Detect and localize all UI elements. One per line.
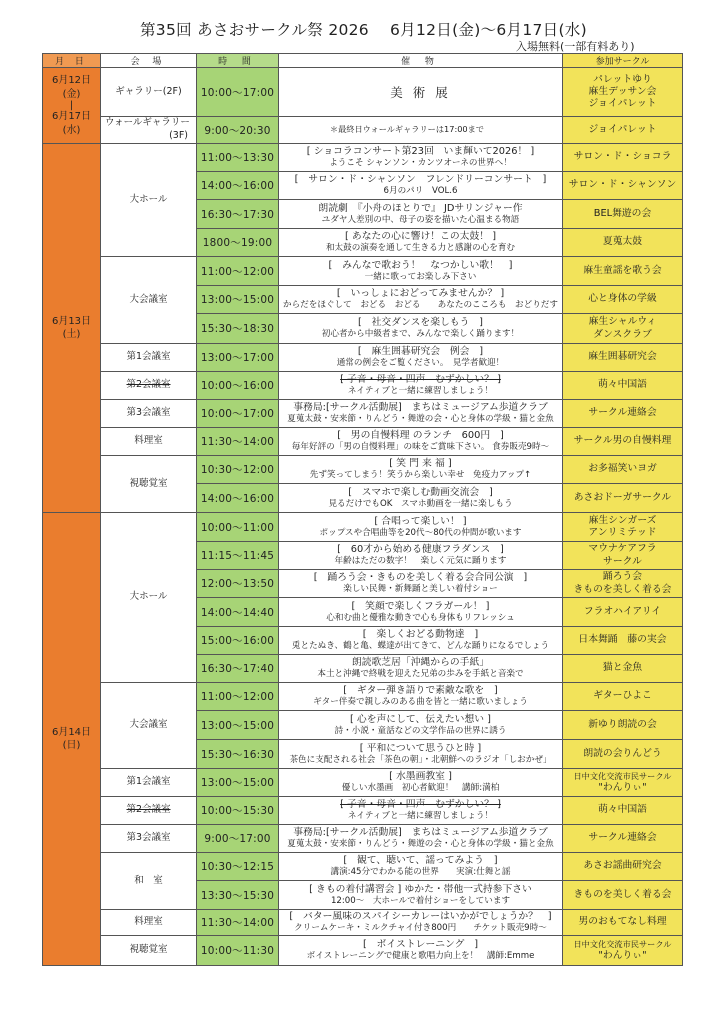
event-cell	[279, 456, 563, 484]
event-title: [ きもの着付講習会 ] ゆかた・帯他一式持参下さい	[309, 883, 532, 895]
event-note: ＊最終日ウォールギャラリーは17:00まで	[329, 124, 484, 135]
participant-name: サロン・ド・シャンソン	[568, 179, 677, 191]
event-description: 6月のパリ VOL.6	[383, 186, 458, 197]
participant-name: ジョイパレット	[588, 98, 657, 110]
event-description: 和太鼓の演奏を通して生きる力と感謝の心を育む	[325, 243, 516, 254]
participant-org: 日中文化交流市民サークル	[573, 939, 672, 950]
event-cell	[279, 570, 563, 598]
event-cell	[279, 428, 563, 456]
schedule-row	[43, 144, 683, 172]
event-cell	[279, 400, 563, 428]
participants-cell	[563, 513, 683, 542]
participants-cell	[563, 570, 683, 598]
venue-cell	[101, 428, 197, 456]
event-cell	[279, 372, 563, 400]
participant-name: BEL舞遊の会	[593, 207, 652, 219]
event-title: [ 子音・母音・四声 むずかしい？ ]	[340, 374, 501, 386]
event-description: 本土と沖縄で終戦を迎えた兄弟の歩みを手紙と音楽で	[317, 669, 524, 680]
schedule-row	[43, 344, 683, 372]
venue-name: 第1会議室	[126, 351, 171, 363]
participant-name: 日本舞踊 藤の実会	[578, 634, 667, 646]
event-title: [ スマホで楽しむ動画交流会 ]	[348, 486, 493, 498]
event-cell	[279, 627, 563, 655]
participant-name: きものを美しく着る会	[573, 888, 672, 900]
venue-name: 第1会議室	[126, 776, 171, 788]
col-header-venue: 会 場	[101, 54, 197, 68]
schedule-row	[43, 456, 683, 484]
event-title: [ ギター弾き語りで素敵な歌を ]	[343, 685, 498, 697]
participants-cell	[563, 825, 683, 853]
event-description: 優しい水墨画 初心者歓迎！ 講師:満柏	[341, 783, 500, 794]
participant-name: 猫と金魚	[602, 662, 643, 674]
schedule-row	[43, 513, 683, 542]
participant-name: 麻生囲碁研究会	[588, 351, 657, 363]
event-cell	[279, 797, 563, 825]
date-cell	[43, 144, 101, 513]
event-cell	[279, 825, 563, 853]
event-title: [ サロン・ド・シャンソン フレンドリーコンサート ]	[294, 174, 547, 186]
participant-name: 麻生シャルウィ	[588, 316, 657, 328]
participants-cell	[563, 797, 683, 825]
participants-cell	[563, 68, 683, 117]
event-description: 講演:45分でわかる能の世界 実演:仕舞と謡	[330, 867, 511, 878]
participants-cell	[563, 542, 683, 570]
event-title: [ ショコラコンサート第23回 いま輝いて2026！ ]	[306, 146, 535, 158]
time-cell: 10:00～17:00	[197, 400, 279, 428]
event-cell	[279, 484, 563, 513]
time-cell: 16:30～17:40	[197, 655, 279, 683]
venue-cell	[101, 513, 197, 683]
date-end-day: (水)	[62, 124, 81, 136]
event-description: 茶色に支配される社会「茶色の朝」・北朝鮮へのラジオ「しおかぜ」	[289, 754, 552, 765]
venue-cell	[101, 68, 197, 117]
participant-name: サロン・ド・ショコラ	[573, 151, 672, 163]
participant-name: ダンスクラブ	[593, 328, 652, 340]
venue-cell	[101, 456, 197, 513]
participant-name: あさおドーガサークル	[573, 491, 672, 503]
venue-name: 料理室	[134, 435, 163, 447]
time-cell: 11:00～12:00	[197, 683, 279, 711]
participant-name: サークル連絡会	[588, 407, 657, 419]
schedule-row	[43, 769, 683, 797]
venue-name: ギャラリー(2F)	[115, 85, 182, 97]
date-label: 6月13日	[51, 315, 92, 327]
col-header-date: 月 日	[43, 54, 101, 68]
venue-name: 料理室	[134, 916, 163, 928]
participant-name: 男のおもてなし料理	[578, 916, 667, 928]
time-cell: 9:00～20:30	[197, 117, 279, 144]
participant-name: サークル	[603, 555, 642, 567]
event-description: 一緒に歌ってお楽しみ下さい	[364, 271, 477, 282]
event-description: 通常の例会をご覧ください。 見学者歓迎！	[336, 358, 505, 369]
date-label: 6月14日	[51, 726, 92, 738]
event-cell	[279, 598, 563, 627]
time-cell: 11:00～13:30	[197, 144, 279, 172]
event-title: [ 笑 門 来 福 ]	[389, 458, 452, 470]
event-title: [ 踊ろう会・きものを美しく着る会合同公演 ]	[313, 572, 528, 584]
participant-org: 日中文化交流市民サークル	[573, 771, 672, 782]
time-cell: 13:00～15:00	[197, 769, 279, 797]
schedule-row	[43, 117, 683, 144]
venue-cell	[101, 257, 197, 344]
time-cell: 11:15～11:45	[197, 542, 279, 570]
participants-cell	[563, 484, 683, 513]
time-cell: 1800～19:00	[197, 229, 279, 257]
participant-name: パレットゆり	[593, 73, 652, 85]
event-description: ユダヤ人差別の中、母子の姿を描いた心温まる物語	[321, 214, 520, 225]
participants-cell	[563, 286, 683, 314]
event-cell	[279, 881, 563, 910]
participants-cell	[563, 683, 683, 711]
event-description: からだをほぐして おどる おどる あなたのこころも おどりだす	[282, 300, 558, 311]
participant-name: 新ゆり朗読の会	[588, 718, 657, 730]
header-row	[43, 54, 683, 68]
venue-cell	[101, 797, 197, 825]
event-title: [ ボイストレーニング ]	[362, 939, 479, 951]
event-cell	[279, 542, 563, 570]
participants-cell	[563, 456, 683, 484]
event-cell	[279, 910, 563, 936]
time-cell: 10:00～16:00	[197, 372, 279, 400]
venue-name: 第2会議室	[126, 804, 171, 816]
schedule-row	[43, 910, 683, 936]
venue-name: 大ホール	[129, 591, 168, 603]
time-cell: 15:30～16:30	[197, 740, 279, 769]
participants-cell	[563, 172, 683, 200]
time-cell: 9:00～17:00	[197, 825, 279, 853]
participants-cell	[563, 769, 683, 797]
event-description: ネイティブと一緒に練習しましょう！	[347, 386, 494, 397]
event-cell	[279, 683, 563, 711]
event-cell	[279, 344, 563, 372]
participants-cell	[563, 936, 683, 966]
event-title: 美 術 展	[390, 84, 451, 100]
event-cell	[279, 655, 563, 683]
venue-name: 視聴覚室	[129, 477, 168, 489]
event-title: [ 楽しくおどる動物達 ]	[362, 629, 479, 641]
participant-name: 朗読の会りんどう	[583, 747, 662, 759]
col-header-participants: 参加サークル	[563, 54, 683, 68]
participant-name: "わんりぃ"	[598, 949, 647, 961]
event-description: クリームケーキ・ミルクチャイ付き800円 チケット販売9時～	[294, 923, 547, 934]
venue-cell	[101, 400, 197, 428]
event-cell	[279, 769, 563, 797]
participants-cell	[563, 598, 683, 627]
participant-name: ジョイパレット	[588, 123, 657, 135]
page-title: 第35回 あさおサークル祭 2026 6月12日(金)～6月17日(水)	[140, 21, 587, 39]
event-title: [ 男の自慢料理 のランチ 600円 ]	[337, 430, 504, 442]
venue-name: 大会議室	[129, 719, 168, 731]
participants-cell	[563, 740, 683, 769]
participants-cell	[563, 229, 683, 257]
event-cell	[279, 117, 563, 144]
event-description: 詩・小説・童話などの文学作品の世界に誘う	[334, 725, 507, 736]
date-end: 6月17日	[51, 111, 92, 122]
participants-cell	[563, 428, 683, 456]
date-start: 6月12日	[51, 75, 92, 86]
schedule-row	[43, 372, 683, 400]
event-title: [ 合唱って楽しい！ ]	[374, 515, 467, 527]
event-cell	[279, 314, 563, 344]
event-cell	[279, 172, 563, 200]
time-cell: 15:00～16:00	[197, 627, 279, 655]
event-title: [ あなたの心に響け！この太鼓！ ]	[344, 231, 497, 243]
event-description: ポップスや合唱曲等を20代～80代の仲間が歌います	[319, 527, 522, 538]
participant-name: フラオハイアリイ	[583, 605, 662, 617]
schedule-row	[43, 257, 683, 286]
event-title: [ みんなで歌おう！ なつかしい歌！ ]	[328, 259, 513, 271]
venue-name: 第3会議室	[126, 832, 171, 844]
venue-cell	[101, 910, 197, 936]
schedule-row	[43, 797, 683, 825]
schedule-row	[43, 683, 683, 711]
date-cell	[43, 513, 101, 966]
schedule-row	[43, 853, 683, 881]
participant-name: きものを美しく着る会	[573, 583, 672, 595]
venue-name: 第3会議室	[126, 407, 171, 419]
schedule-row	[43, 428, 683, 456]
event-description: 毎年好評の「男の自慢料理」の味をご賞味下さい。 食券販売9時～	[291, 442, 550, 453]
venue-cell	[101, 372, 197, 400]
date-range-dash: |	[69, 100, 74, 111]
participant-name: "わんりぃ"	[598, 781, 647, 793]
participant-name: マウナケアフラ	[588, 543, 657, 555]
participant-name: お多福笑いヨガ	[588, 463, 657, 475]
venue-cell	[101, 853, 197, 910]
participant-name: 心と身体の学級	[588, 293, 657, 305]
participant-name: ギターひよこ	[593, 690, 652, 702]
participants-cell	[563, 257, 683, 286]
venue-cell	[101, 144, 197, 257]
admission-note: 入場無料(一部有料あり)	[516, 40, 635, 53]
event-title: 事務局:[サークル活動展] まちはミュージアム歩道クラブ	[293, 402, 548, 414]
participant-name: 夏蒐太鼓	[602, 236, 643, 248]
participant-name: 麻生童謡を歌う会	[583, 264, 662, 276]
participants-cell	[563, 344, 683, 372]
participants-cell	[563, 655, 683, 683]
event-title: [ バター風味のスパイシーカレーはいかがでしょうか？ ]	[289, 911, 552, 923]
schedule-row	[43, 825, 683, 853]
time-cell: 13:00～17:00	[197, 344, 279, 372]
participants-cell	[563, 144, 683, 172]
event-cell	[279, 68, 563, 117]
event-description: ギター伴奏で親しみのある曲を皆と一緒に歌いましょう	[313, 697, 528, 708]
venue-name: 第2会議室	[126, 379, 171, 391]
participants-cell	[563, 314, 683, 344]
event-cell	[279, 200, 563, 229]
venue-cell	[101, 825, 197, 853]
event-description: ネイティブと一緒に練習しましょう！	[347, 811, 494, 822]
venue-cell	[101, 683, 197, 769]
col-header-event: 催 物	[279, 54, 563, 68]
event-description: ボイストレーニングで健康と歌唱力向上を！ 講師:Emme	[306, 951, 535, 962]
date-day: (日)	[62, 740, 81, 751]
time-cell: 13:00～15:00	[197, 711, 279, 740]
venue-floor: (3F)	[169, 130, 188, 141]
time-cell: 11:00～12:00	[197, 257, 279, 286]
venue-cell	[101, 769, 197, 797]
time-cell: 14:00～16:00	[197, 172, 279, 200]
participants-cell	[563, 400, 683, 428]
event-description: 夏蒐太鼓・安来節・りんどう・舞遊の会・心と身体の学級・猫と金魚	[287, 839, 554, 850]
schedule-row	[43, 936, 683, 966]
time-cell: 14:00～16:00	[197, 484, 279, 513]
event-title: [ 麻生囲碁研究会 例会 ]	[357, 346, 484, 358]
event-title: 事務局:[サークル活動展] まちはミュージアム歩道クラブ	[293, 827, 548, 839]
event-title: [ 心を声にして、伝えたい想い ]	[349, 713, 492, 725]
participants-cell	[563, 627, 683, 655]
participant-name: 萌々中国語	[598, 804, 647, 816]
time-cell: 10:00～11:30	[197, 936, 279, 966]
event-cell	[279, 711, 563, 740]
participant-name: あさお謡曲研究会	[583, 860, 662, 872]
time-cell: 16:30～17:30	[197, 200, 279, 229]
event-description: 見るだけでもOK スマホ動画を一緒に楽しもう	[328, 498, 513, 509]
event-cell	[279, 229, 563, 257]
event-title: [ 平和について思うひと時 ]	[359, 742, 482, 754]
event-title: [ 水墨画教室 ]	[389, 771, 452, 783]
time-cell: 12:00～13:50	[197, 570, 279, 598]
venue-name: 大ホール	[129, 193, 168, 205]
venue-name: 視聴覚室	[129, 944, 168, 956]
date-day: (土)	[62, 329, 81, 340]
event-description: ようこそ シャンソン・カンツオーネの世界へ！	[329, 158, 512, 169]
time-cell: 10:00～11:00	[197, 513, 279, 542]
time-cell: 10:30～12:00	[197, 456, 279, 484]
schedule-row	[43, 68, 683, 117]
event-cell	[279, 740, 563, 769]
date-cell	[43, 68, 101, 144]
participant-name: 踊ろう会	[602, 571, 643, 583]
schedule-row	[43, 400, 683, 428]
venue-name: 大会議室	[129, 293, 168, 305]
participants-cell	[563, 200, 683, 229]
venue-name: 和 室	[134, 874, 163, 886]
participants-cell	[563, 853, 683, 881]
col-header-time: 時 間	[197, 54, 279, 68]
time-cell: 10:00～15:30	[197, 797, 279, 825]
participants-cell	[563, 881, 683, 910]
time-cell: 15:30～18:30	[197, 314, 279, 344]
event-description: 12:00～ 大ホールで着付ショーをしています	[330, 895, 511, 906]
event-cell	[279, 286, 563, 314]
event-description: 初心者から中級者まで、みんなで楽しく踊ります！	[321, 329, 520, 340]
event-title: [ 子音・母音・四声 むずかしい？ ]	[340, 799, 501, 811]
event-title: [ 社交ダンスを楽しもう ]	[357, 317, 483, 329]
participant-name: サークル男の自慢料理	[573, 435, 672, 447]
event-description: 夏蒐太鼓・安来節・りんどう・舞遊の会・心と身体の学級・猫と金魚	[287, 414, 554, 425]
event-description: 先ず笑ってしまう！笑うから楽しい幸せ 免疫力アップ↑	[309, 470, 532, 481]
event-cell	[279, 936, 563, 966]
event-cell	[279, 144, 563, 172]
event-cell	[279, 513, 563, 542]
participant-name: サークル連絡会	[588, 832, 657, 844]
participants-cell	[563, 372, 683, 400]
venue-cell	[101, 936, 197, 966]
participant-name: アンリミテッド	[588, 527, 657, 538]
time-cell: 10:00～17:00	[197, 68, 279, 117]
participant-name: 麻生シンガーズ	[588, 514, 657, 526]
event-title: 朗読劇 『小舟のほとりで』 JDサリンジャー作	[318, 202, 523, 214]
venue-cell	[101, 117, 197, 144]
event-title: [ 観て、聴いて、謡ってみよう ]	[343, 855, 498, 867]
time-cell: 13:00～15:00	[197, 286, 279, 314]
time-cell: 11:30～14:00	[197, 428, 279, 456]
time-cell: 14:00～14:40	[197, 598, 279, 627]
schedule-table	[42, 53, 683, 966]
venue-name: ウォールギャラリー	[105, 117, 190, 129]
time-cell: 13:30～15:30	[197, 881, 279, 910]
participants-cell	[563, 910, 683, 936]
venue-cell	[101, 344, 197, 372]
event-description: 兎とたぬき、鶴と亀、蝶達が出てきて、どんな踊りになるでしょう	[291, 641, 550, 652]
participant-name: 麻生デッサン会	[588, 85, 657, 97]
event-title: 朗読歌芝居「沖縄からの手紙」	[351, 657, 490, 669]
event-cell	[279, 257, 563, 286]
event-title: [ いっしょにおどってみませんか？ ]	[336, 288, 505, 300]
time-cell: 11:30～14:00	[197, 910, 279, 936]
participants-cell	[563, 711, 683, 740]
date-start-day: (金)	[62, 88, 81, 100]
event-description: 楽しい民舞・新舞踊と美しい着付ショー	[343, 584, 498, 595]
event-cell	[279, 853, 563, 881]
event-title: [ 笑顔で楽しくフラガール！ ]	[351, 600, 490, 612]
participants-cell	[563, 117, 683, 144]
event-description: 年齢はただの数字！ 楽しく元気に踊ります	[334, 556, 507, 567]
event-title: [ 60才から始める健康フラダンス ]	[337, 544, 504, 556]
event-description: 心和む曲と優雅な動きで心も身体もリフレッシュ	[326, 612, 515, 623]
participant-name: 萌々中国語	[598, 379, 647, 391]
time-cell: 10:30～12:15	[197, 853, 279, 881]
